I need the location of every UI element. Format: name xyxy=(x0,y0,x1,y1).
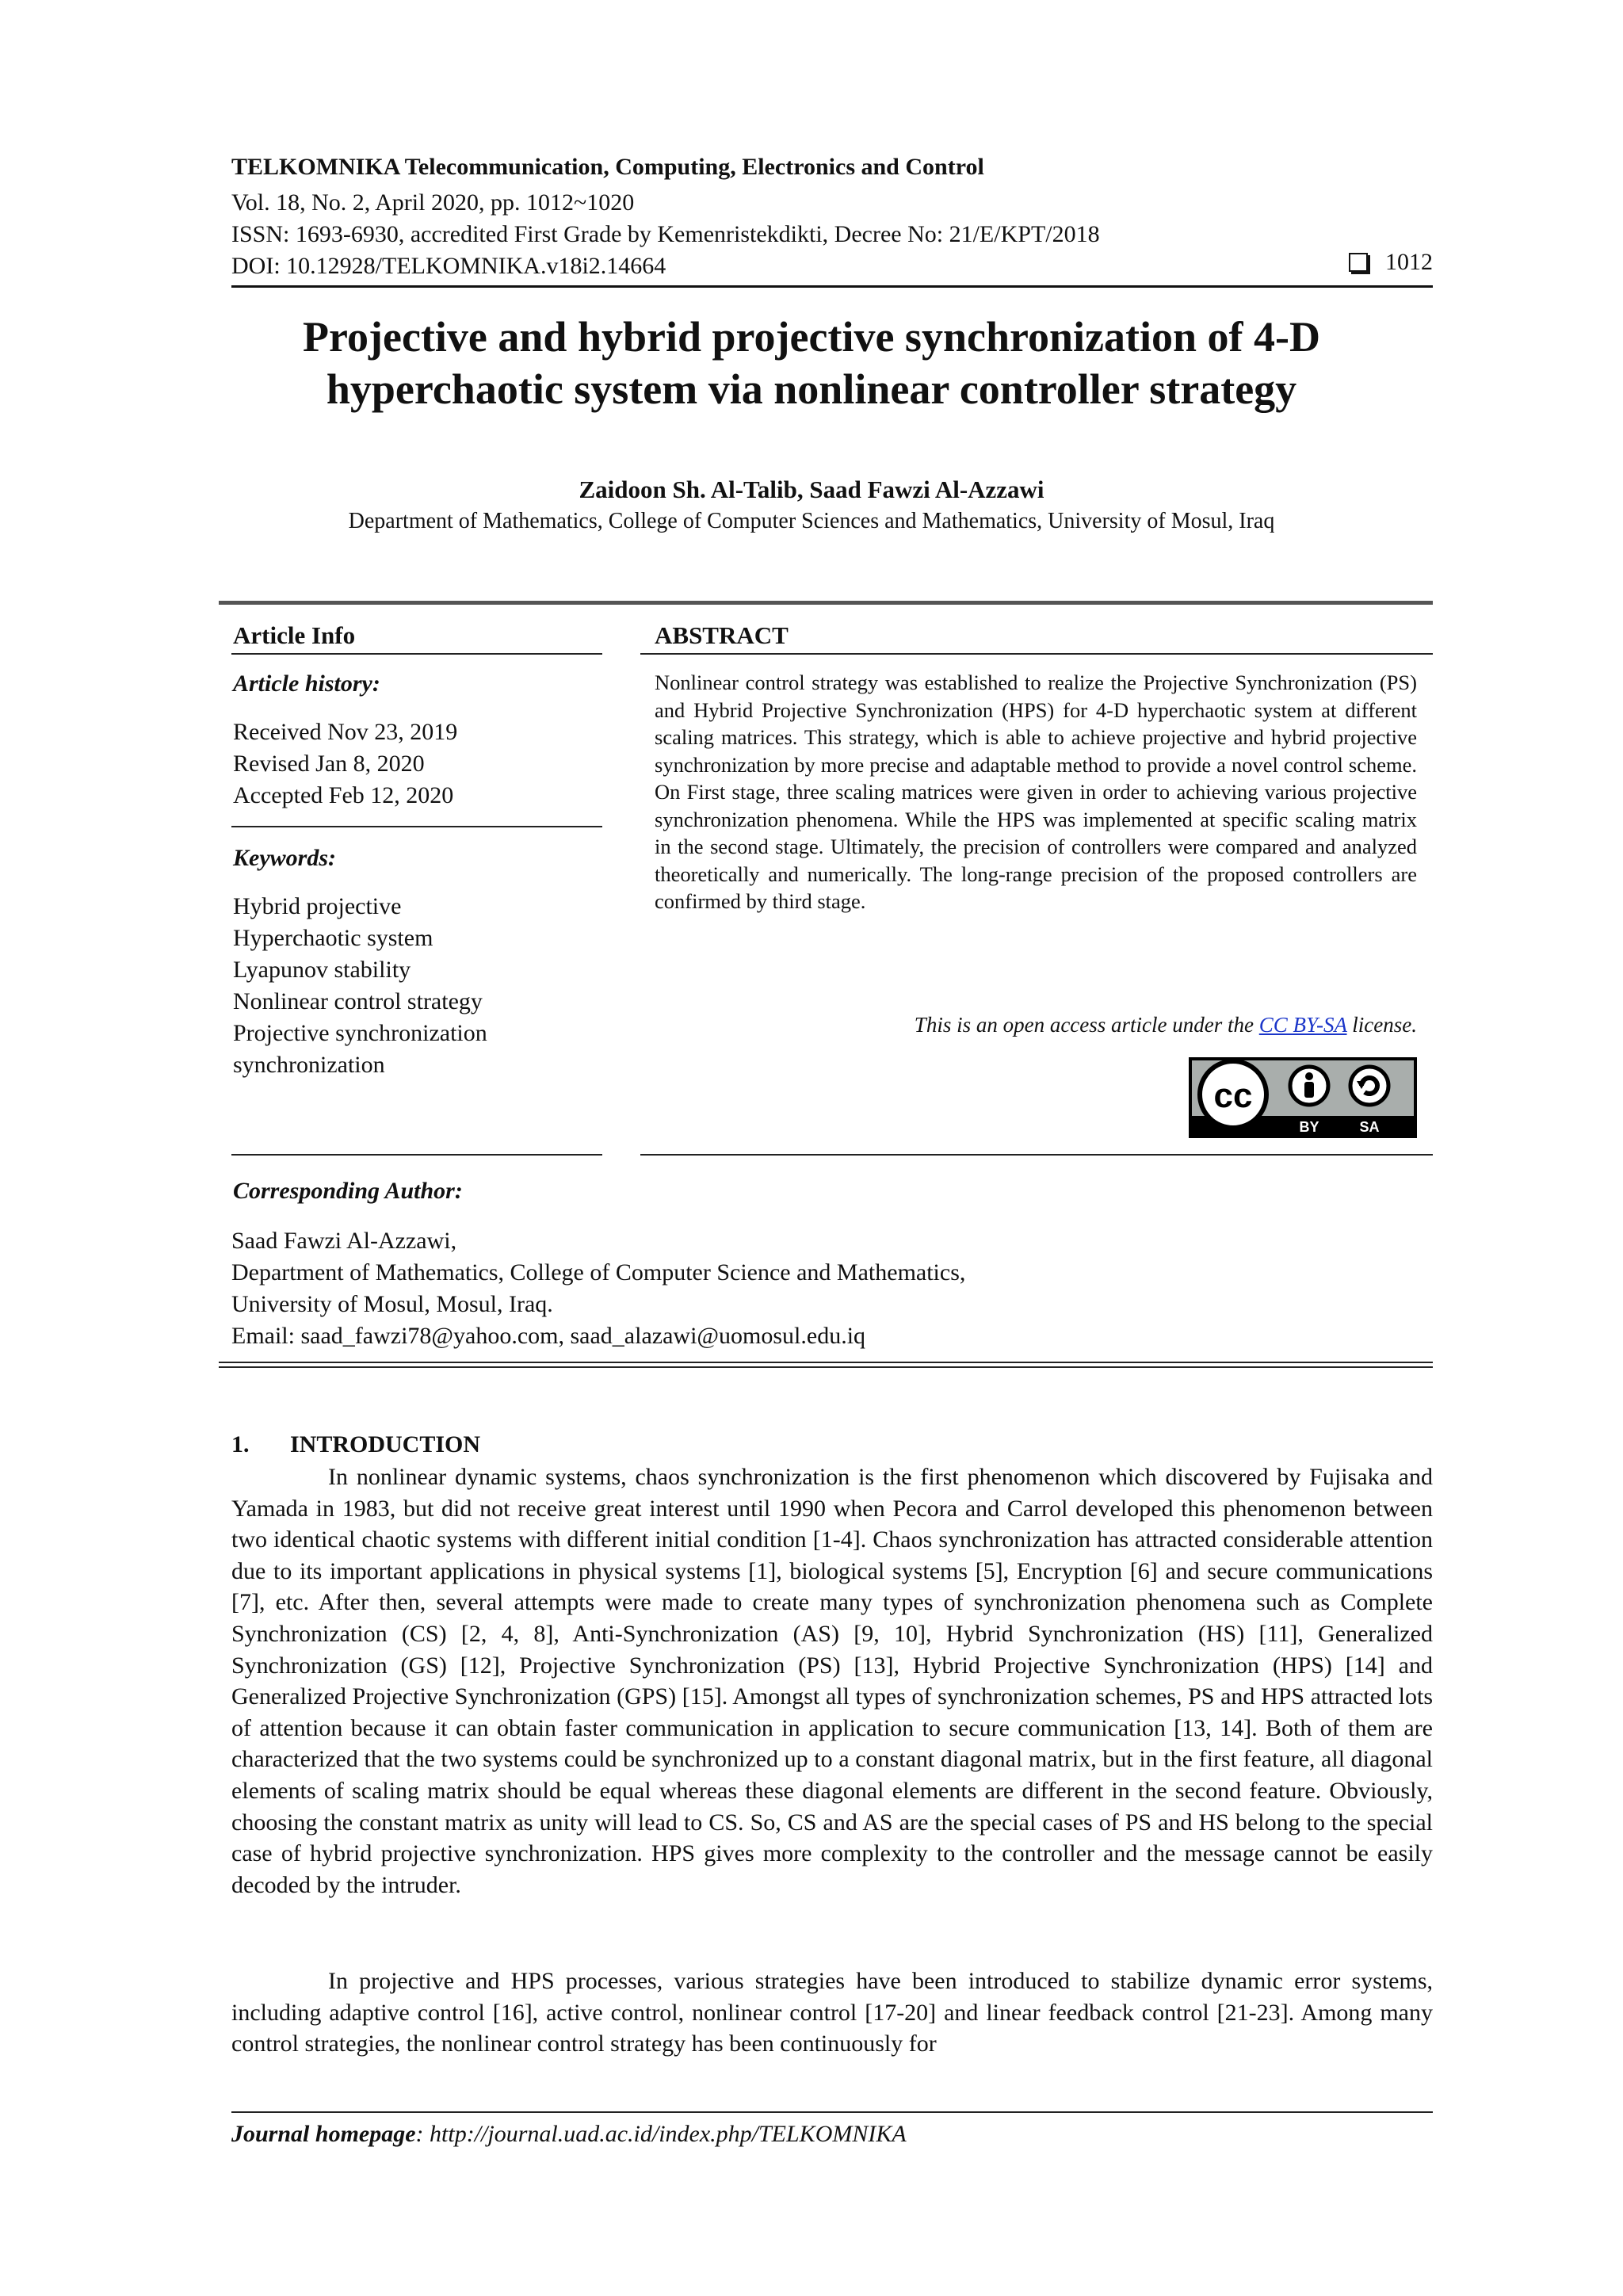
keyword-item: Projective synchronization xyxy=(233,1020,487,1046)
doi-info: DOI: 10.12928/TELKOMNIKA.v18i2.14664 xyxy=(231,253,666,279)
keyword-item: Hybrid projective xyxy=(233,893,402,919)
open-access-prefix: This is an open access article under the xyxy=(914,1013,1259,1037)
keywords-bottom-rule xyxy=(231,1154,602,1156)
history-revised: Revised Jan 8, 2020 xyxy=(233,751,425,777)
keyword-item: Lyapunov stability xyxy=(233,957,411,983)
abstract-rule xyxy=(640,653,1433,655)
page-number-group xyxy=(1349,249,1433,276)
issn-info: ISSN: 1693-6930, accredited First Grade by Kemenristekdikti, Decree No: 21/E/KPT/2018 xyxy=(231,221,1100,247)
volume-info: Vol. 18, No. 2, April 2020, pp. 1012~1020 xyxy=(231,189,635,216)
sa-label: SA xyxy=(1359,1119,1380,1135)
section-title: INTRODUCTION xyxy=(290,1431,481,1457)
paper-title xyxy=(158,311,1465,415)
corresponding-author-label: Corresponding Author: xyxy=(233,1178,463,1204)
history-received: Received Nov 23, 2019 xyxy=(233,719,458,745)
info-bottom-rule-2 xyxy=(219,1366,1433,1368)
article-history-label: Article history: xyxy=(233,670,380,697)
info-bottom-rule-1 xyxy=(219,1362,1433,1363)
cc-by-sa-badge-icon[interactable] xyxy=(1189,1057,1417,1138)
keyword-item: Nonlinear control strategy xyxy=(233,988,483,1014)
journal-name: TELKOMNIKA Telecommunication, Computing, Electronics and Control xyxy=(231,154,984,180)
intro-paragraph-2-text: In projective and HPS processes, various strategies have been introduced to stabilize dynamic error systems, including adaptive control [16], active control, nonlinear control [17-20] and linear feedback control [21-23]. Among many control strategies, the nonlinear control strategy has been continuously for xyxy=(231,1968,1433,2057)
article-info-heading: Article Info xyxy=(233,621,356,649)
intro-paragraph-1 xyxy=(231,1461,1433,1901)
open-access-suffix: license. xyxy=(1346,1013,1417,1037)
paper-title-line-1: Projective and hybrid projective synchronization of 4-D xyxy=(303,313,1320,361)
footer-rule xyxy=(231,2111,1433,2113)
intro-paragraph-1-text: In nonlinear dynamic systems, chaos synchronization is the first phenomenon which discovered by Fujisaka and Yamada in 1983, but did not receive great interest until 1990 when Pecora and Carrol developed this phenomenon between two identical chaotic systems with different initial condition [1-4]. Chaos synchronization has attracted considerable attention due to its important applications in physical systems [1], biological systems [5], Encryption [6] and secure communications [7], etc. After then, several attempts were made to create many types of synchronization phenomena such as Complete Synchronization (CS) [2, 4, 8], Anti-Synchronization (AS) [9, 10], Hybrid Synchronization (HS) [11], Generalized Synchronization (GS) [12], Projective Synchronization (PS) [13], Hybrid Projective Synchronization (HPS) [14] and Generalized Projective Synchronization (GPS) [15]. Amongst all types of synchronization schemes, PS and HPS attracted lots of attention because it can obtain faster communication in application to secure communication [13, 14]. Both of them are characterized that the two systems could be synchronized up to a constant diagonal matrix, but in the first feature, all diagonal elements of scaling matrix should be equal whereas these diagonal elements are different in the second feature. Obviously, choosing the constant matrix as unity will lead to CS. So, CS and AS are the special cases of PS and HS belong to the special case of hybrid projective synchronization. HPS gives more complexity to the controller and the message cannot be easily decoded by the intruder. xyxy=(231,1464,1433,1898)
header-rule xyxy=(231,285,1433,288)
paper-title-line-2: hyperchaotic system via nonlinear controller strategy xyxy=(326,365,1297,413)
paper-affiliation: Department of Mathematics, College of Computer Sciences and Mathematics, University of Mosul, Iraq xyxy=(348,509,1275,533)
corresponding-email: Email: saad_fawzi78@yahoo.com, saad_alazawi@uomosul.edu.iq xyxy=(231,1323,866,1349)
keyword-item: Hyperchaotic system xyxy=(233,925,433,951)
by-person-head xyxy=(1305,1072,1313,1080)
introduction-heading xyxy=(231,1431,480,1458)
by-label: BY xyxy=(1299,1119,1319,1135)
homepage-label: Journal homepage xyxy=(231,2121,416,2147)
homepage-sep: : xyxy=(415,2121,430,2147)
corresponding-department: Department of Mathematics, College of Computer Science and Mathematics, xyxy=(231,1259,966,1286)
corresponding-university: University of Mosul, Mosul, Iraq. xyxy=(231,1291,553,1317)
homepage-url[interactable]: http://journal.uad.ac.id/index.php/TELKOMNIKA xyxy=(430,2121,907,2147)
history-keywords-rule xyxy=(231,826,602,827)
history-accepted: Accepted Feb 12, 2020 xyxy=(233,782,454,808)
intro-paragraph-2 xyxy=(231,1966,1433,2060)
paper-authors: Zaidoon Sh. Al-Talib, Saad Fawzi Al-Azzawi xyxy=(579,476,1044,503)
page-box-icon xyxy=(1349,253,1368,272)
page-number: 1012 xyxy=(1385,249,1433,275)
keyword-item: synchronization xyxy=(233,1052,385,1078)
abstract-text: Nonlinear control strategy was established to realize the Projective Synchronization (PS) and Hybrid Projective Synchronization (HPS) for 4-D hyperchaotic system at different scaling matrices. This strategy, which is able to achieve projective and hybrid projective synchronization by more precise and adaptable method to provide a novel control scheme. On First stage, three scaling matrices were given in order to achieving various projective synchronization phenomena. While the HPS was implemented at specific scaling matrix in the second stage. Ultimately, the precision of controllers were compared and analyzed theoretically and numerically. The long-range precision of the proposed controllers are confirmed by third stage. xyxy=(655,670,1417,913)
by-person-body xyxy=(1304,1082,1314,1098)
article-info-rule xyxy=(231,653,602,655)
sa-share-icon xyxy=(1350,1067,1388,1105)
section-number: 1. xyxy=(231,1431,250,1457)
cc-letters: cc xyxy=(1213,1076,1253,1115)
keywords-label: Keywords: xyxy=(233,845,336,871)
license-link[interactable]: CC BY-SA xyxy=(1258,1013,1347,1037)
open-access-note xyxy=(915,1013,1417,1037)
info-top-rule xyxy=(219,601,1433,605)
abstract-bottom-rule xyxy=(640,1154,1433,1156)
abstract-heading: ABSTRACT xyxy=(655,621,789,649)
corresponding-name: Saad Fawzi Al-Azzawi, xyxy=(231,1228,457,1254)
journal-homepage xyxy=(231,2121,907,2148)
